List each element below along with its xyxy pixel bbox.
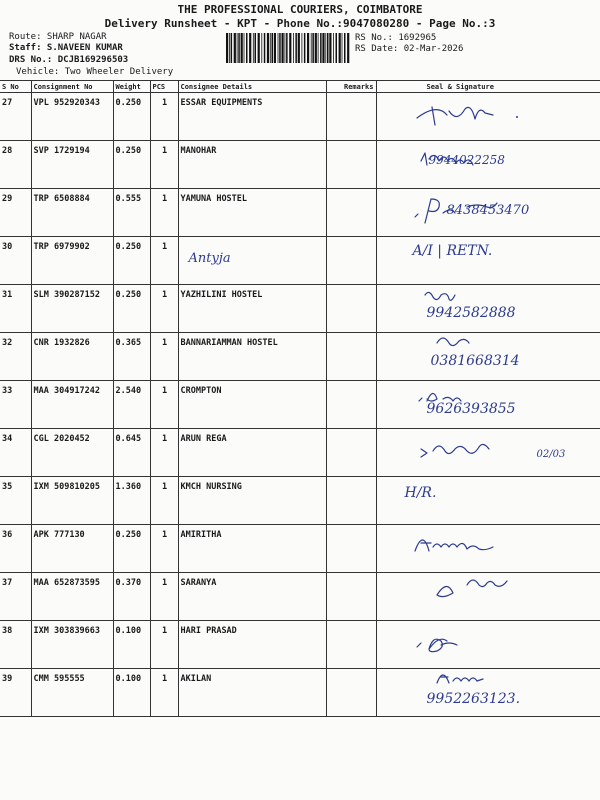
cell-signature bbox=[376, 669, 600, 717]
cell-weight: 0.555 bbox=[113, 189, 150, 237]
col-weight: Weight bbox=[113, 81, 150, 93]
barcode-bar bbox=[255, 33, 257, 63]
col-pcs: PCS bbox=[150, 81, 178, 93]
cell-sno: 38 bbox=[0, 621, 31, 669]
signature-text: 02/03 bbox=[536, 449, 566, 460]
signature-text: 9942582888 bbox=[426, 305, 516, 321]
cell-weight: 0.645 bbox=[113, 429, 150, 477]
cell-pcs: 1 bbox=[150, 525, 178, 573]
staff-label: Staff: S.NAVEEN KUMAR bbox=[9, 43, 123, 53]
barcode-bar bbox=[270, 33, 271, 63]
cell-sno: 35 bbox=[0, 477, 31, 525]
runsheet-title: Delivery Runsheet - KPT - Phone No.:9047080280 - Page No.:3 bbox=[104, 17, 496, 30]
barcode-bar bbox=[318, 33, 319, 63]
barcode-bar bbox=[267, 33, 269, 63]
cell-sno: 29 bbox=[0, 189, 31, 237]
cell-consignment: CGL 2020452 bbox=[31, 429, 113, 477]
cell-consignee: AMIRITHA bbox=[178, 525, 326, 573]
table-row bbox=[0, 285, 600, 333]
barcode-bar bbox=[320, 33, 322, 63]
cell-consignee: BANNARIAMMAN HOSTEL bbox=[178, 333, 326, 381]
col-remarks: Remarks bbox=[326, 81, 376, 93]
cell-pcs: 1 bbox=[150, 477, 178, 525]
barcode-bar bbox=[302, 33, 303, 63]
table-row bbox=[0, 381, 600, 429]
table-row bbox=[0, 333, 600, 381]
cell-signature bbox=[376, 237, 600, 285]
cell-signature bbox=[376, 573, 600, 621]
cell-consignee bbox=[178, 237, 326, 285]
barcode-bar bbox=[274, 33, 276, 63]
barcode-bar bbox=[307, 33, 309, 63]
cell-signature bbox=[376, 429, 600, 477]
cell-pcs: 1 bbox=[150, 381, 178, 429]
barcode-bar bbox=[226, 33, 228, 63]
cell-consignee: YAMUNA HOSTEL bbox=[178, 189, 326, 237]
col-signature: Seal & Signature bbox=[376, 81, 600, 93]
cell-consignment: TRP 6508884 bbox=[31, 189, 113, 237]
signature-scribble bbox=[377, 429, 600, 470]
cell-remarks bbox=[326, 669, 376, 717]
barcode-bar bbox=[246, 33, 248, 63]
cell-sno: 30 bbox=[0, 237, 31, 285]
cell-consignment: MAA 304917242 bbox=[31, 381, 113, 429]
cell-signature bbox=[376, 333, 600, 381]
barcode-bar bbox=[289, 33, 291, 63]
cell-pcs: 1 bbox=[150, 189, 178, 237]
barcode-bar bbox=[333, 33, 334, 63]
table-header-row bbox=[0, 81, 600, 93]
cell-sno: 34 bbox=[0, 429, 31, 477]
barcode-bar bbox=[344, 33, 346, 63]
barcode-bar bbox=[238, 33, 240, 63]
cell-remarks bbox=[326, 285, 376, 333]
cell-weight: 0.250 bbox=[113, 525, 150, 573]
signature-scribble bbox=[377, 525, 600, 566]
cell-consignee: KMCH NURSING bbox=[178, 477, 326, 525]
signature-scribble bbox=[377, 621, 600, 662]
cell-consignment: IXM 303839663 bbox=[31, 621, 113, 669]
cell-remarks bbox=[326, 141, 376, 189]
cell-consignment: SLM 390287152 bbox=[31, 285, 113, 333]
signature-text: 0381668314 bbox=[430, 353, 520, 369]
barcode-bar bbox=[278, 33, 279, 63]
cell-pcs: 1 bbox=[150, 573, 178, 621]
cell-signature bbox=[376, 525, 600, 573]
barcode-bar bbox=[329, 33, 331, 63]
cell-remarks bbox=[326, 477, 376, 525]
barcode-bar bbox=[253, 33, 254, 63]
cell-pcs: 1 bbox=[150, 333, 178, 381]
barcode-bar bbox=[311, 33, 312, 63]
rs-date: RS Date: 02-Mar-2026 bbox=[355, 44, 464, 54]
cell-signature bbox=[376, 477, 600, 525]
table-row bbox=[0, 477, 600, 525]
table-row bbox=[0, 621, 600, 669]
signature-text: 9626393855 bbox=[426, 401, 516, 417]
barcode-bar bbox=[231, 33, 233, 63]
cell-signature bbox=[376, 381, 600, 429]
cell-remarks bbox=[326, 525, 376, 573]
barcode-bar bbox=[229, 33, 230, 63]
barcode-bar bbox=[347, 33, 349, 63]
cell-consignee: CROMPTON bbox=[178, 381, 326, 429]
cell-pcs: 1 bbox=[150, 285, 178, 333]
col-sno: S No bbox=[0, 81, 31, 93]
signature-text: 9952263123. bbox=[426, 691, 521, 707]
cell-weight: 0.100 bbox=[113, 621, 150, 669]
signature-text: 8438453470 bbox=[446, 203, 530, 218]
cell-weight: 0.250 bbox=[113, 237, 150, 285]
barcode-bar bbox=[336, 33, 338, 63]
cell-weight: 0.370 bbox=[113, 573, 150, 621]
cell-weight: 0.250 bbox=[113, 285, 150, 333]
cell-consignee: HARI PRASAD bbox=[178, 621, 326, 669]
barcode-bar bbox=[339, 33, 341, 63]
signature-text: A/I | RETN. bbox=[412, 243, 493, 259]
cell-pcs: 1 bbox=[150, 93, 178, 141]
vehicle-label: Vehicle: Two Wheeler Delivery bbox=[16, 67, 174, 77]
barcode-bar bbox=[298, 33, 300, 63]
barcode-image bbox=[226, 33, 352, 63]
col-consignment: Consignment No bbox=[31, 81, 113, 93]
barcode-bar bbox=[295, 33, 297, 63]
cell-sno: 33 bbox=[0, 381, 31, 429]
cell-signature bbox=[376, 141, 600, 189]
rs-number: RS No.: 1692965 bbox=[355, 33, 437, 43]
handwritten-consignee: Antyja bbox=[188, 251, 231, 266]
cell-consignee: AKILAN bbox=[178, 669, 326, 717]
cell-sno: 27 bbox=[0, 93, 31, 141]
barcode-bar bbox=[327, 33, 329, 63]
barcode-bar bbox=[234, 33, 236, 63]
cell-pcs: 1 bbox=[150, 237, 178, 285]
cell-sno: 28 bbox=[0, 141, 31, 189]
cell-signature bbox=[376, 621, 600, 669]
barcode-bar bbox=[304, 33, 306, 63]
barcode-bar bbox=[261, 33, 262, 63]
cell-pcs: 1 bbox=[150, 669, 178, 717]
cell-sno: 36 bbox=[0, 525, 31, 573]
cell-signature bbox=[376, 285, 600, 333]
signature-text: 9944022258 bbox=[428, 153, 505, 167]
barcode-bar bbox=[264, 33, 266, 63]
cell-weight: 0.250 bbox=[113, 93, 150, 141]
barcode-bar bbox=[241, 33, 243, 63]
cell-remarks bbox=[326, 573, 376, 621]
cell-consignee: ARUN REGA bbox=[178, 429, 326, 477]
cell-consignment: IXM 509810205 bbox=[31, 477, 113, 525]
cell-consignment: CMM 595555 bbox=[31, 669, 113, 717]
cell-remarks bbox=[326, 333, 376, 381]
cell-sno: 32 bbox=[0, 333, 31, 381]
barcode-bar bbox=[315, 33, 317, 63]
cell-consignment: MAA 652873595 bbox=[31, 573, 113, 621]
cell-consignee: MANOHAR bbox=[178, 141, 326, 189]
cell-remarks bbox=[326, 93, 376, 141]
barcode-bar bbox=[325, 33, 326, 63]
cell-pcs: 1 bbox=[150, 621, 178, 669]
cell-remarks bbox=[326, 381, 376, 429]
barcode-bar bbox=[342, 33, 343, 63]
table-row bbox=[0, 93, 600, 141]
cell-sno: 39 bbox=[0, 669, 31, 717]
barcode-bar bbox=[258, 33, 260, 63]
cell-consignee: YAZHILINI HOSTEL bbox=[178, 285, 326, 333]
cell-consignment: CNR 1932826 bbox=[31, 333, 113, 381]
cell-consignee: SARANYA bbox=[178, 573, 326, 621]
barcode-bar bbox=[285, 33, 286, 63]
delivery-table bbox=[0, 80, 600, 717]
cell-pcs: 1 bbox=[150, 141, 178, 189]
signature-scribble bbox=[377, 93, 600, 134]
signature-text: H/R. bbox=[404, 485, 437, 501]
barcode-bar bbox=[293, 33, 294, 63]
cell-signature bbox=[376, 189, 600, 237]
cell-remarks bbox=[326, 621, 376, 669]
table-row bbox=[0, 141, 600, 189]
signature-scribble bbox=[377, 573, 600, 614]
cell-consignment: SVP 1729194 bbox=[31, 141, 113, 189]
cell-weight: 0.100 bbox=[113, 669, 150, 717]
cell-remarks bbox=[326, 429, 376, 477]
table-row bbox=[0, 237, 600, 285]
drs-label: DRS No.: DCJB169296503 bbox=[9, 55, 129, 65]
barcode-bar bbox=[286, 33, 288, 63]
cell-remarks bbox=[326, 237, 376, 285]
table-row bbox=[0, 189, 600, 237]
barcode-bar bbox=[249, 33, 251, 63]
cell-sno: 31 bbox=[0, 285, 31, 333]
cell-weight: 0.365 bbox=[113, 333, 150, 381]
col-consignee: Consignee Details bbox=[178, 81, 326, 93]
cell-consignment: APK 777130 bbox=[31, 525, 113, 573]
cell-consignment: TRP 6979902 bbox=[31, 237, 113, 285]
barcode-bar bbox=[244, 33, 245, 63]
route-label: Route: SHARP NAGAR bbox=[9, 32, 107, 42]
barcode-bar bbox=[237, 33, 238, 63]
table-row bbox=[0, 573, 600, 621]
barcode-bar bbox=[322, 33, 324, 63]
cell-sno: 37 bbox=[0, 573, 31, 621]
cell-weight: 0.250 bbox=[113, 141, 150, 189]
cell-consignment: VPL 952920343 bbox=[31, 93, 113, 141]
table-row bbox=[0, 669, 600, 717]
table-row bbox=[0, 525, 600, 573]
cell-signature bbox=[376, 93, 600, 141]
cell-consignee: ESSAR EQUIPMENTS bbox=[178, 93, 326, 141]
barcode-bar bbox=[279, 33, 281, 63]
table-row bbox=[0, 429, 600, 477]
barcode-bar bbox=[282, 33, 284, 63]
cell-remarks bbox=[326, 189, 376, 237]
cell-weight: 1.360 bbox=[113, 477, 150, 525]
barcode-bar bbox=[272, 33, 274, 63]
cell-weight: 2.540 bbox=[113, 381, 150, 429]
company-name: THE PROFESSIONAL COURIERS, COIMBATORE bbox=[177, 3, 423, 16]
barcode-bar bbox=[312, 33, 314, 63]
cell-pcs: 1 bbox=[150, 429, 178, 477]
